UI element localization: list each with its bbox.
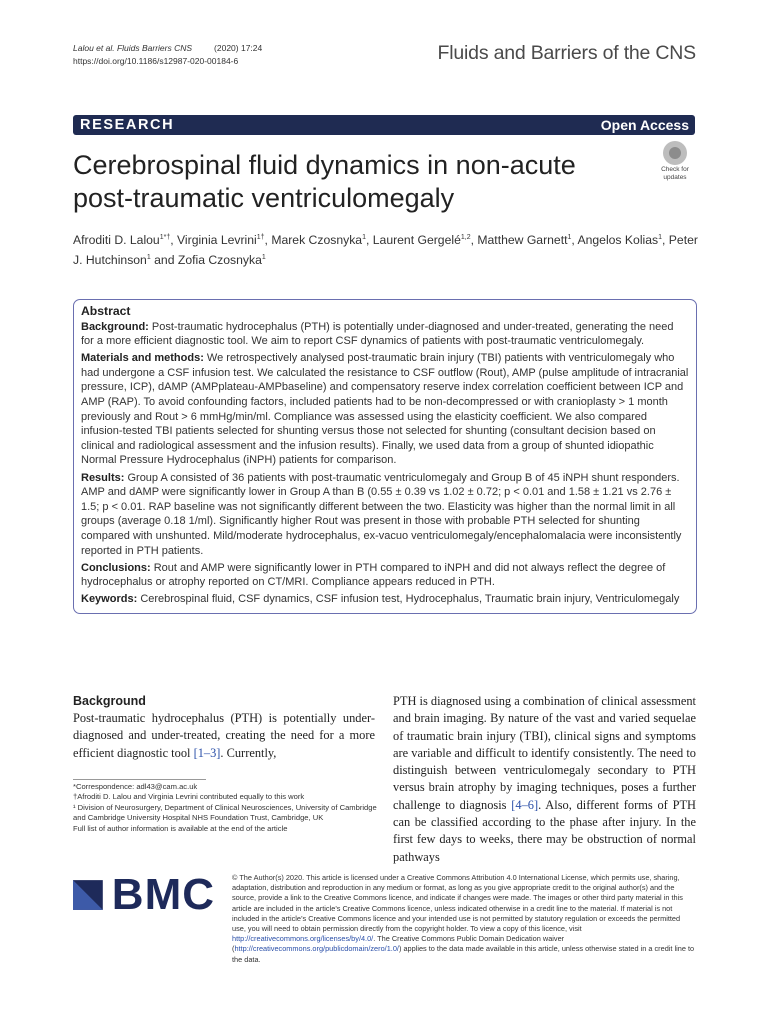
- public-domain-link[interactable]: http://creativecommons.org/publicdomain/zero/1.0/: [234, 944, 399, 954]
- license-text: © The Author(s) 2020. This article is licensed under a Creative Commons Attribution 4.0 International License, which permits use, sharing, adaptation, distribution and reproduction in any medium or format, as long as you give appropriate credit to the original author(s) and the source, provide a link to the Creative Commons licence, and indicate if changes were made. The images or other third party material in this article are included in the article’s Creative Commons licence, unless indicated otherwise in a credit line to the material. If material is not included in the article’s Creative Commons licence and your intended use is not permitted by statutory regulation or exceeds the permitted use, you will need to obtain permission directly from the copyright holder. To view a copy of this licence, visit http://creativecommons.org/licenses/by/4.0/. The Creative Commons Public Domain Dedication waiver (http://creativecommons.org/publicdomain/zero/1.0/) applies to the data made available in this article, unless otherwise stated in a credit line to the data.: [232, 873, 695, 964]
- footnote-divider: [73, 779, 206, 780]
- section-label: RESEARCH: [80, 117, 175, 133]
- journal-name: Fluids and Barriers of the CNS: [437, 42, 696, 64]
- section-heading: Background: [73, 694, 146, 708]
- reference-link[interactable]: [1–3]: [193, 745, 221, 760]
- body-text: Post-traumatic hydrocephalus (PTH) is potentially under-diagnosed and under-treated, creating the need for a more efficient diagnostic tool: [73, 711, 375, 760]
- abstract-results: Results: Group A consisted of 36 patients with post-traumatic ventriculomegaly and Group B of 45 iNPH shunt responders. AMP and dAMP were significantly lower in Group A than B (0.55 ± 0.39 vs 1.02 ± 0.72; p < 0.01 and 1.58 ± 1.21 vs 2.76 ± 1.5; p < 0.01. RAP baseline was not significantly different between the two. Elasticity was higher than the normal limit in all groups (average 0.18 1/ml). Significantly higher Rout was present in those with probable PTH selected for shunting compared with unshunted. Mild/moderate hydrocephalus, ex-vacuo ventriculomegaly/encephalomalacia were inconsistently reported in PTH patients.: [81, 471, 682, 557]
- author-name: Angelos Kolias: [577, 233, 659, 248]
- citation-authors: Lalou et al. Fluids Barriers CNS: [73, 43, 193, 53]
- abstract-heading: Abstract: [81, 304, 131, 318]
- article-title: Cerebrospinal fluid dynamics in non-acute post-traumatic ventriculomegaly: [73, 150, 576, 213]
- author-list: Afroditi D. Lalou$^{1*\dagger}$, Virginia Levrini$^{1\dagger}$, Marek Czosnyka$^1$, Laurent Gergelé$^{1,2}$, Matthew Garnett$^1$, Angelos Kolias$^1$, Peter J. Hutchinson$^1$ and Zofia Czosnyka$^1$: [73, 233, 698, 268]
- bmc-logo-icon: [73, 873, 103, 917]
- abstract-box: [73, 299, 697, 614]
- footnotes: [73, 782, 378, 834]
- check-updates-icon: [663, 141, 687, 165]
- doi-link[interactable]: https://doi.org/10.1186/s12987-020-00184-6: [73, 56, 239, 66]
- badge-text-1: Check for: [661, 166, 689, 173]
- section-banner: [73, 115, 695, 135]
- correspondence-note: *Correspondence: adl43@cam.ac.uk: [73, 782, 198, 791]
- author-name: Virginia Levrini: [177, 233, 257, 248]
- author-name: Zofia Czosnyka: [177, 253, 262, 268]
- abstract-methods: Materials and methods: We retrospectively analysed post-traumatic brain injury (TBI) patients with ventriculomegaly who had undergone a CSF infusion test. We calculated the resistance to CSF outflow (Rout), AMP (pulse amplitude of intracranial pressure, ICP), dAMP (AMPplateau-AMPbaseline) and compensatory reserve index correlation coefficient between ICP and AMP (RAP). To avoid confounding factors, included patients had to be non-decompressed or with cranioplasty > 1 month previously and Rout > 6 mmHg/min/ml. Compliance was assessed using the elasticity coefficient. We also compared infusion-tested TBI patients selected for shunting versus those not selected for shunting (consultant decision based on clinical and radiological assessment and the infusion results). Finally, we used data from a group of shunted idiopathic Normal Pressure Hydrocephalus (iNPH) patients for comparison.: [81, 352, 689, 467]
- abstract-conclusions: Conclusions: Rout and AMP were significantly lower in PTH compared to iNPH and did not always reflect the degree of hydrocephalus or atrophy reported on CT/MRI. Compliance appears reduced in PTH.: [81, 561, 666, 589]
- bmc-logo: [73, 870, 215, 919]
- citation-header: [73, 42, 262, 68]
- affiliation-note: ¹ Division of Neurosurgery, Department of Clinical Neurosciences, University of Cambridge and Cambridge University Hospital NHS Foundation Trust, Cambridge, UK: [73, 802, 377, 823]
- author-name: Marek Czosnyka: [271, 233, 363, 248]
- abstract-keywords: Keywords: Cerebrospinal fluid, CSF dynamics, CSF infusion test, Hydrocephalus, Traumatic brain injury, Ventriculomegaly: [81, 593, 680, 606]
- body-text: PTH is diagnosed using a combination of clinical assessment and brain imaging. By nature of the vast and varied sequelae of traumatic brain injury (TBI), clinical signs and symptoms are variable and difficult to identify consistently. The need to distinguish between ventriculomegaly secondary to PTH versus brain atrophy by imaging techniques, poses a further challenge to diagnosis: [393, 694, 696, 812]
- abstract-background: Background: Post-traumatic hydrocephalus (PTH) is potentially under-diagnosed and under-treated, generating the need for a more efficient diagnostic tool. We aim to report CSF dynamics of patients with post-traumatic ventriculomegaly.: [81, 320, 674, 348]
- author-name: Laurent Gergelé: [372, 233, 461, 248]
- author-name: Matthew Garnett: [477, 233, 568, 248]
- reference-link[interactable]: [4–6]: [511, 797, 539, 812]
- check-updates-badge[interactable]: [655, 141, 695, 181]
- bmc-logo-text: BMC: [111, 870, 215, 919]
- citation-year: (2020) 17:24: [214, 43, 263, 53]
- badge-text-2: updates: [663, 173, 687, 181]
- author-name: Peter J. Hutchinson: [73, 233, 698, 268]
- open-access-label: Open Access: [600, 117, 689, 133]
- equal-contribution-note: †Afroditi D. Lalou and Virginia Levrini contributed equally to this work: [73, 792, 305, 802]
- body-right-column: PTH is diagnosed using a combination of clinical assessment and brain imaging. By nature of the vast and varied sequelae of traumatic brain injury (TBI), clinical signs and symptoms are variable and difficult to identify consistently. The need to distinguish between ventriculomegaly secondary to PTH versus brain atrophy by imaging techniques, poses a further challenge to diagnosis [4–6]. Also, different forms of PTH can be classified according to the phase after injury. In the first few days to weeks, there may be obstruction of normal pathways: [393, 694, 696, 864]
- author-info-note: Full list of author information is available at the end of the article: [73, 823, 288, 833]
- license-link[interactable]: http://creativecommons.org/licenses/by/4.0/: [232, 934, 374, 944]
- body-left-column: Background Post-traumatic hydrocephalus (PTH) is potentially under-diagnosed and under-treated, creating the need for a more efficient diagnostic tool [1–3]. Currently,: [73, 694, 375, 760]
- author-name: Afroditi D. Lalou: [73, 233, 160, 248]
